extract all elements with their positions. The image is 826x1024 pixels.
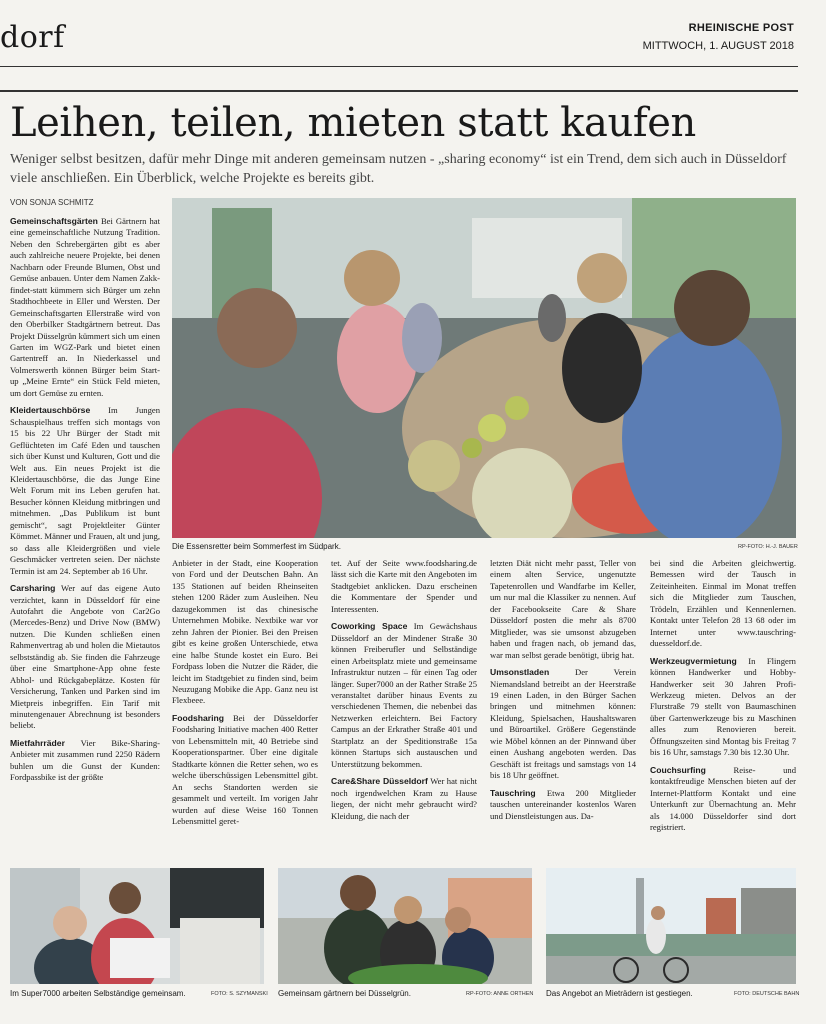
text-column-3 (331, 558, 477, 868)
paragraph-subhead: Coworking Space (331, 621, 408, 632)
text-column-1 (10, 216, 160, 868)
main-photo-credit: RP-FOTO: H.-J. BAUER (738, 544, 798, 550)
main-photo-caption: Die Essensretter beim Sommerfest im Südpark. (172, 542, 341, 551)
paragraph-text: Bei der Düsseldorfer Foodsharing Initiative machen 400 Retter von Lebensmitteln mit, 40 Betriebe sind Kooperationspartner. Über eine digitale Stadtkarte können die Retter sehen, wo es welche überschüssigen Lebensmittel gibt. An sechs Standorten werden sie gesammelt und verteilt. Im vorigen Jahr wurden auf diese Weise 160 Tonnen Lebensmittel geret- (172, 712, 318, 826)
bottom-photo-1 (10, 868, 264, 984)
text-column-5 (650, 558, 796, 868)
paragraph-text: Wer auf das eigene Auto verzichtet, kann in Düsseldorf für eine Autofahrt die Angebote von Car2Go (Mercedes-Benz) und Drive Now (BMW) nutzen. Die Kunden schließen einen Rahmenvertrag ab und holen die Mietautos selbstständig ab. Sie finden die Fahrzeuge über eine Smartphone-App ohne feste Abhol- und Rückgabeplätze. Kosten für Versicherung, Tanken und Parken sind im Mietpreis inbegriffen. Ein Tarif mit minutengenauer Abrechnung ist besonders beliebt. (10, 583, 160, 731)
newspaper-name: RHEINISCHE POST (688, 22, 794, 34)
article-paragraph (650, 656, 796, 759)
article-paragraph (490, 558, 636, 661)
article-paragraph (331, 621, 477, 770)
bottom-photo-2-credit: RP-FOTO: ANNE ORTHEN (466, 991, 534, 997)
text-column-4 (490, 558, 636, 868)
article-paragraph (10, 738, 160, 784)
paragraph-text: tet. Auf der Seite www.foodsharing.de lässt sich die Karte mit den Angeboten im Stadtgebiet anklicken. Dazu erscheinen die Kommentare der Spender und Interessenten. (331, 558, 477, 614)
paragraph-text: Vier Bike-Sharing-Anbieter mit zusammen rund 2250 Rädern buhlen um die Gunst der Kunden: Fordpassbike ist der größte (10, 737, 160, 783)
lead-paragraph: Weniger selbst besitzen, dafür mehr Dinge mit anderen gemeinsam nutzen - „sharing economy“ ist ein Trend, dem sich auch in Düsseldorf viele anschließen. Ein Überblick, welche Projekte es bereits gibt. (10, 152, 787, 186)
paragraph-subhead: Mietfahrräder (10, 737, 65, 748)
paragraph-text: In Flingern können Handwerker und Hobby-Handwerker seit 30 Jahren Profi-Werkzeug mieten. Delvos an der Flurstraße 79 stellt von Baumaschinen über Gartenwerkzeuge bis zu Maschinen alles zum Renovieren bereit. Öffnungszeiten sind Montag bis Freitag 7 bis 16 Uhr, samstags 7.30 bis 12.30 Uhr. (650, 655, 796, 758)
paragraph-subhead: Foodsharing (172, 712, 225, 723)
paragraph-subhead: Tauschring (490, 787, 536, 798)
article-paragraph (10, 216, 160, 399)
paragraph-text: Wer hat nicht noch irgendwelchen Kram zu Hause liegen, der nicht mehr gebraucht wird? Kleidung, die nach der (331, 776, 477, 821)
bottom-photo-2 (278, 868, 532, 984)
masthead-rule (0, 66, 798, 67)
article-paragraph (10, 405, 160, 577)
headline: Leihen, teilen, mieten statt kaufen (10, 100, 696, 146)
article-paragraph (650, 558, 796, 650)
article-paragraph (172, 558, 318, 707)
article-paragraph (490, 667, 636, 782)
article-paragraph (650, 765, 796, 834)
section-name: dorf (0, 20, 65, 55)
article-paragraph (10, 583, 160, 732)
paragraph-text: Anbieter in der Stadt, eine Kooperation von Ford und der Deutschen Bahn. An 135 Stationen auf beiden Rheinseiten stehen 1200 Räder zum Ausleihen. Neu dazugekommen ist das chinesische Unternehmen Mobike. Nextbike war vor zehn Jahren der Pionier. Bei den Preisen gibt es keine großen Unterschiede, etwa eine halbe Stunde kostet ein Euro. Bei Fordpass loben die Nutzer die Räder, die leicht im Stadtgebiet zu finden sind, beim Neuzugang Mobike die App. Ganz neu ist Flexbeee. (172, 558, 318, 706)
paragraph-subhead: Werkzeugvermietung (650, 655, 737, 666)
article-paragraph (331, 558, 477, 615)
issue-date: MITTWOCH, 1. AUGUST 2018 (642, 40, 794, 52)
bottom-photo-3 (546, 868, 796, 984)
paragraph-subhead: Carsharing (10, 583, 56, 594)
bottom-photo-1-caption: Im Super7000 arbeiten Selbständige gemeinsam. (10, 989, 186, 998)
paragraph-text: letzten Diät nicht mehr passt, Teller von einem alten Service, ungenutzte Tapetenrollen und Wandfarbe im Keller, um nur mal die Klassiker zu nennen. Auf der Facebookseite Care & Share Düsseldorf posten die mehr als 8700 Mitglieder, was sie umsonst abzugeben haben und fragen nach, ob jemand das, war man selbst gerade benötigt, übrig hat. (490, 558, 636, 660)
paragraph-subhead: Couchsurfing (650, 764, 706, 775)
paragraph-subhead: Kleidertauschbörse (10, 405, 91, 416)
paragraph-text: Der Verein Niemandsland betreibt an der Heerstraße 19 einen Laden, in den Bürger Sachen bringen und mitnehmen können: Kleidung, Spielsachen, Haushaltswaren und Büroartikel. Größere Gegenstände wie Möbel können an der Pinnwand über einen Aushang angeboten werden. Das Geschäft ist freitags und samstags von 14 bis 18 Uhr geöffnet. (490, 667, 636, 781)
paragraph-text: Bei Gärtnern hat eine gemeinschaftliche Nutzung Tradition. Neben den Schrebergärten gibt es aber auch zahlreiche neuere Projekte, bei denen Nachbarn oder Freunde Blumen, Obst und Gemüse anbauen. Unter dem Namen Zakk-findet-statt kümmern sich Bürger um zehn Stadthochbeete in Eller und Wersten. Der Gemeinschaftsgarten Ellerstraße wird von den Oberbilker Stadtgärtnern betreut. Das Projekt Düsselgrün kümmert sich um einen Garten im WGZ-Park und bietet einen Gartentreff an. In Niederkassel und Volmerswerth können Bürger beim Start-up „Meine Ernte“ ein Stück Feld mieten, um dort Gemüse zu ernten. (10, 216, 160, 398)
bottom-photo-2-caption: Gemeinsam gärtnern bei Düsselgrün. (278, 989, 411, 998)
paragraph-text: bei sind die Arbeiten gleichwertig. Bemessen wird der Tausch in Zeiteinheiten. Einmal im Monat treffen sich die Mitglieder zum Tauschen, Trödeln, Erzählen und Kennenlernen. Kontakt unter Telefon 28 13 68 oder im Internet unter www.tauschring-duesseldorf.de. (650, 558, 796, 649)
article-paragraph (331, 776, 477, 822)
byline: VON SONJA SCHMITZ (10, 198, 94, 207)
article-paragraph (490, 788, 636, 822)
main-photo (172, 198, 796, 538)
bottom-photo-1-credit: FOTO: S. SZYMANSKI (211, 991, 268, 997)
article-paragraph (172, 713, 318, 828)
paragraph-text: Im Jungen Schauspielhaus treffen sich montags von 15 bis 22 Uhr Bürger der Stadt mit Geflüchteten im Café Eden und tauschen sich über Kunst und Kulturen, Gott und die Welt aus. Ein neues Projekt ist die Kleidertauschbörse, die das Junge Eine Welt Forum mit ins Leben gerufen hat. Besucher können Kleidung mitbringen und mitnehmen. „Das Publikum ist bunt gemischt“, sagt Projektleiter Günter Kömmet. Männer und Frauen, alt und jung, so dass alle Kleidergrößen und viele Geschmäcker vertreten seien. Der nächste Termin ist am 24. September ab 16 Uhr. (10, 405, 160, 576)
bottom-photo-3-caption: Das Angebot an Mieträdern ist gestiegen. (546, 989, 693, 998)
headline-rule (0, 90, 798, 92)
paragraph-subhead: Gemeinschaftsgärten (10, 216, 98, 226)
text-column-2 (172, 558, 318, 868)
paragraph-subhead: Umsonstladen (490, 667, 550, 678)
paragraph-text: Im Gewächshaus Düsseldorf an der Mindener Straße 30 können Freiberufler und Selbständige einen Arbeitsplatz miete und gemeinsame Infrastruktur nutzen – für einen Tag oder länger. Super7000 an der Rather Straße 25 veranstaltet darüber hinaus Events zu verschiedenen Themen, die nebenbei das Netzwerken erleichtern. Bei Factory Campus an der Erkrather Straße 401 und Startplatz an der Speditionstraße 15a können Startups sich austauschen und Unterstützung bekommen. (331, 621, 477, 769)
paragraph-text: Reise- und kontaktfreudige Menschen bieten auf der Internet-Plattform Kontakt und eine Unterkunft zur Übernachtung an. Mehr als 14.000 Düsseldorfer sind dort registriert. (650, 764, 796, 832)
paragraph-text: Etwa 200 Mitglieder tauschen untereinander kostenlos Waren und Dienstleistungen aus. Da- (490, 787, 636, 821)
bottom-photo-3-credit: FOTO: DEUTSCHE BAHN (734, 991, 800, 997)
paragraph-subhead: Care&Share Düsseldorf (331, 776, 428, 787)
